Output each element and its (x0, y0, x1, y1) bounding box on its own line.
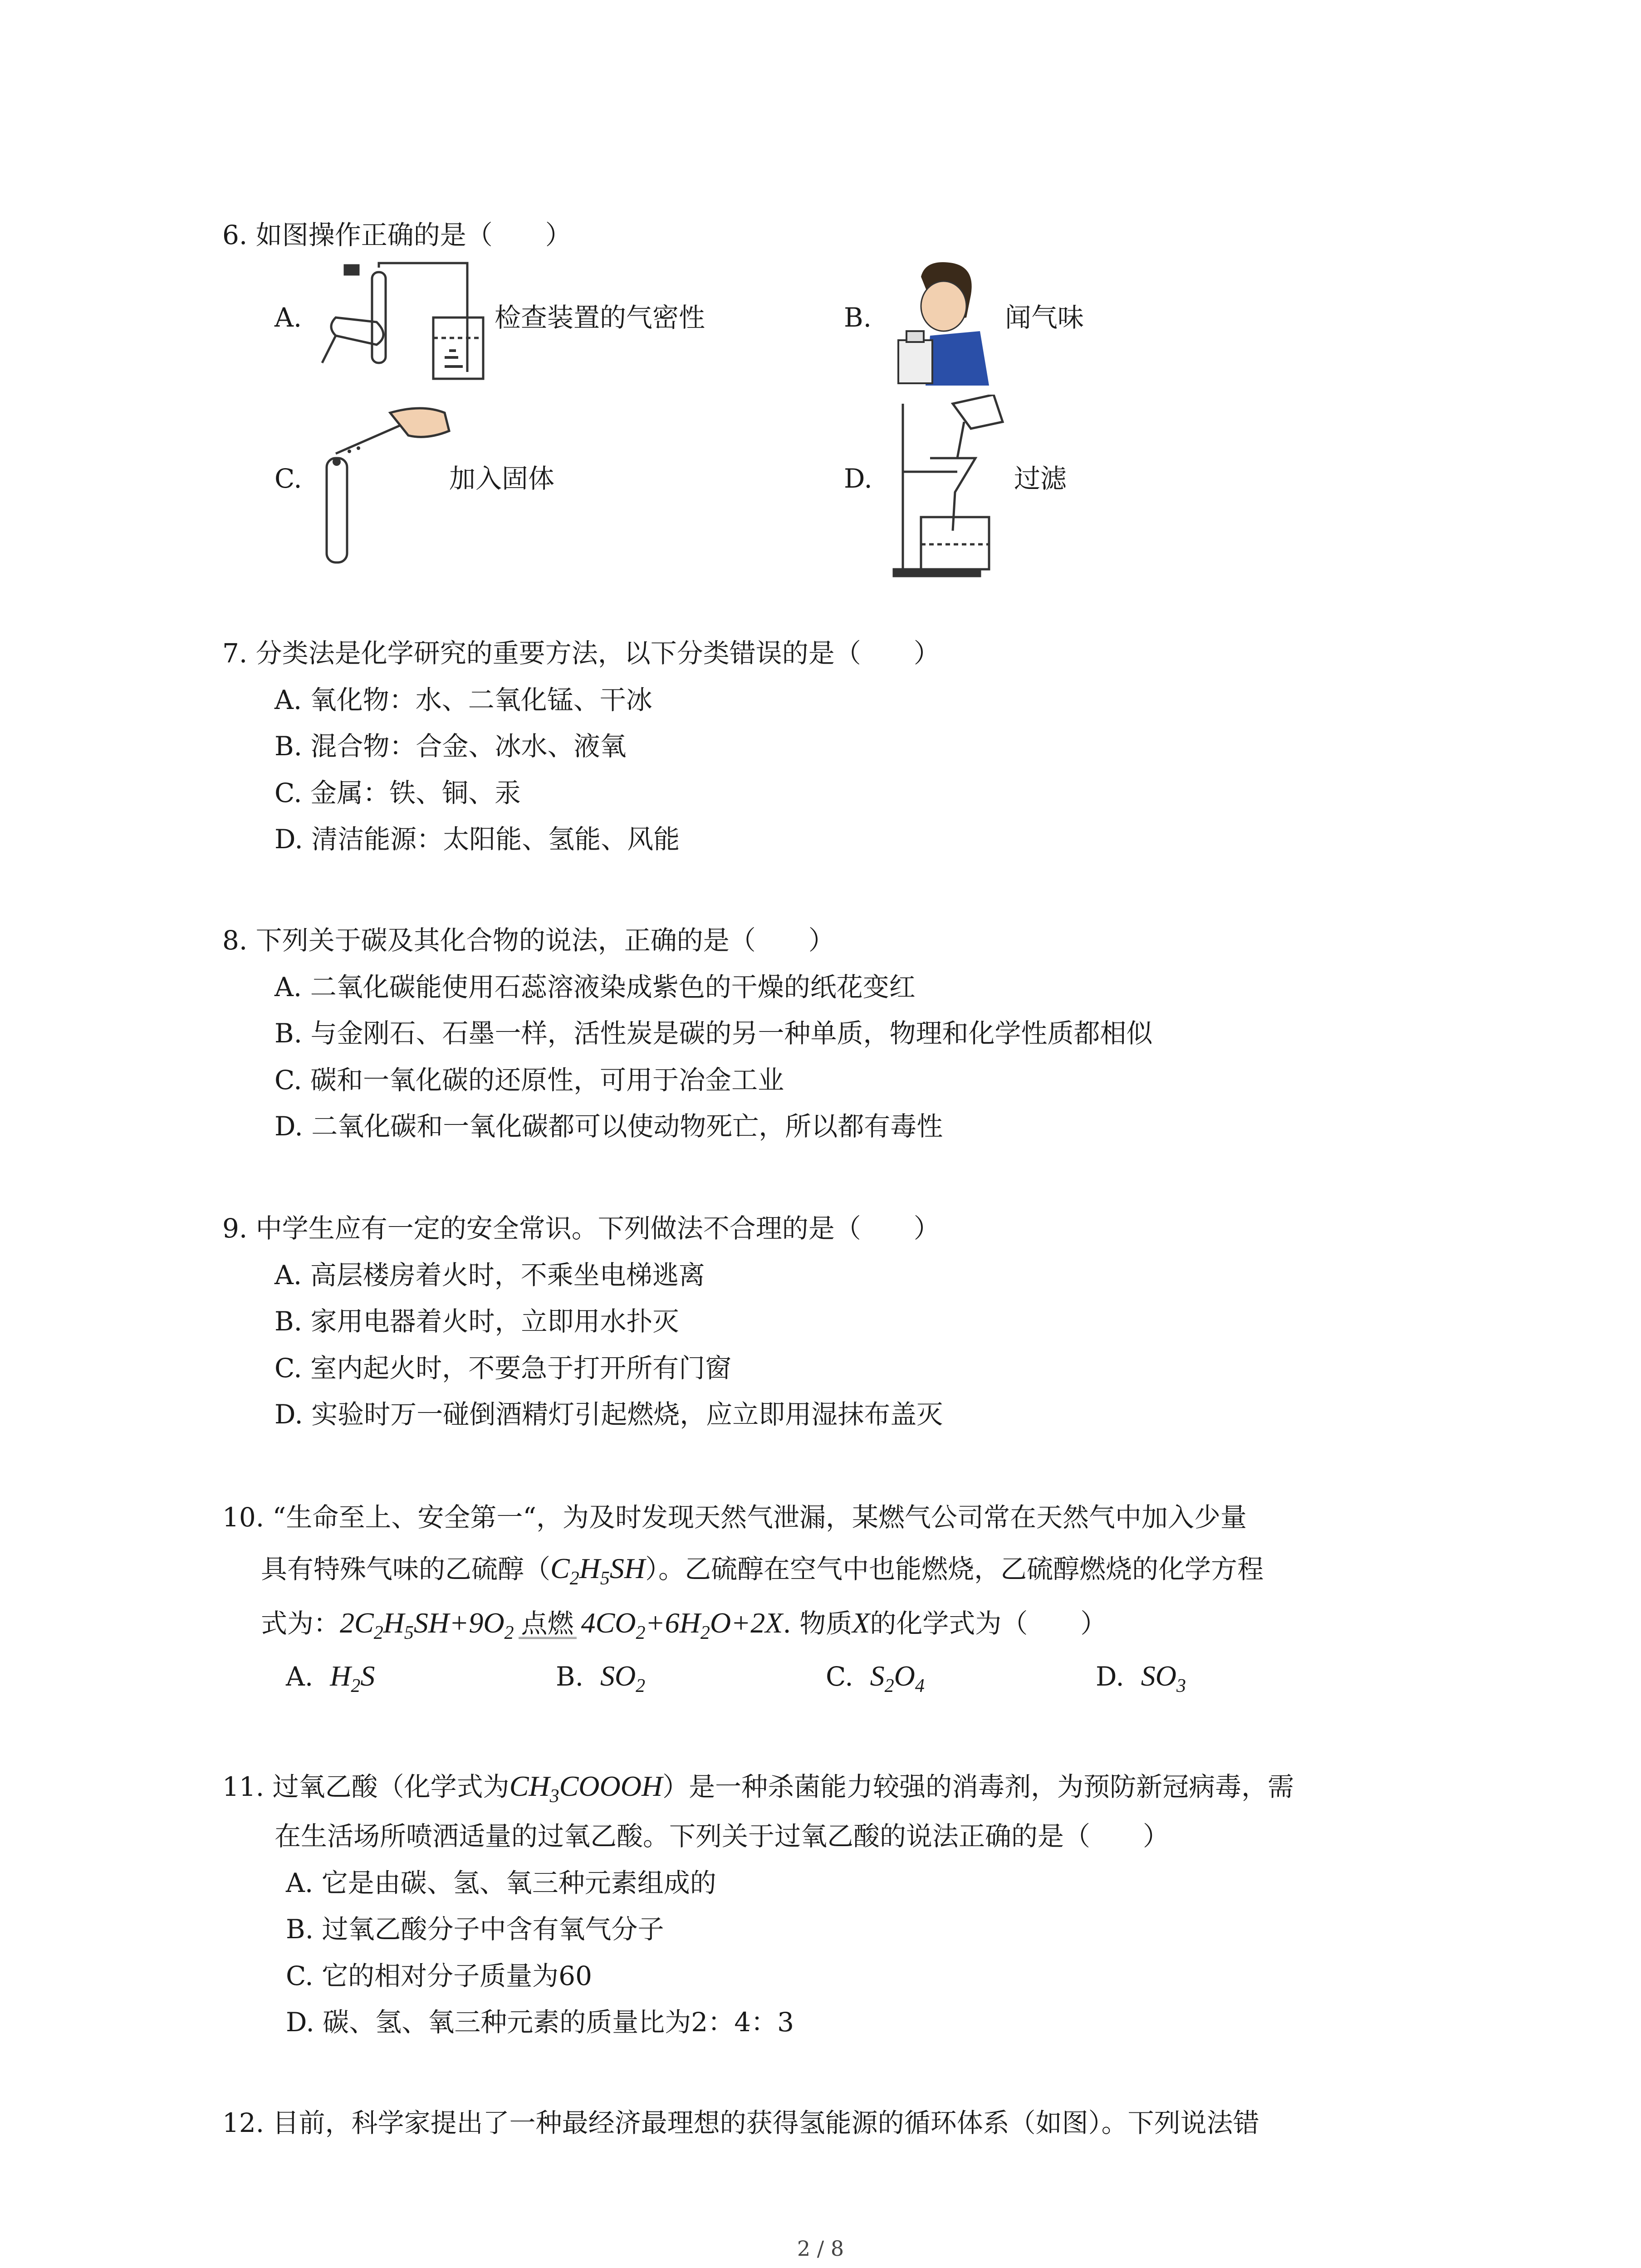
formula-so3: $SO_3$ (1141, 1660, 1186, 1696)
variable-x: X (852, 1607, 870, 1639)
q6-option-d-letter: D. (844, 463, 872, 494)
q7-option-d: D. 清洁能源：太阳能、氢能、风能 (274, 824, 680, 855)
q6-stem: 6. 如图操作正确的是（ ） (222, 220, 572, 250)
q11-option-d: D. 碳、氢、氧三种元素的质量比为2：4：3 (286, 2007, 794, 2038)
adding-solid-figure (318, 404, 454, 567)
q6-option-b-text: 闻气味 (1005, 302, 1084, 333)
q9-option-d: D. 实验时万一碰倒酒精灯引起燃烧，应立即用湿抹布盖灭 (274, 1399, 943, 1430)
q10-option-d (1096, 1658, 1186, 1695)
formula-h2s: $H_2S$ (330, 1660, 375, 1696)
q10-option-b (556, 1658, 645, 1695)
q10-line-2-end: ）。乙硫醇在空气中也能燃烧，乙硫醇燃烧的化学方程 (645, 1554, 1264, 1584)
q10-line-1: 10. “生命至上、安全第一“，为及时发现天然气泄漏，某燃气公司常在天然气中加入少量 (222, 1502, 1247, 1533)
q11-line-1-start: 11. 过氧乙酸（化学式为 (222, 1771, 509, 1802)
q10-line-2 (261, 1550, 1264, 1587)
q11-option-a: A. 它是由碳、氢、氧三种元素组成的 (286, 1867, 716, 1898)
formula-s2o4: $S_2O_4$ (870, 1660, 925, 1696)
q9-option-b: B. 家用电器着火时，立即用水扑灭 (274, 1306, 679, 1337)
q11-option-b: B. 过氧乙酸分子中含有氧气分子 (286, 1914, 664, 1945)
q8-option-b: B. 与金刚石、石墨一样，活性炭是碳的另一种单质，物理和化学性质都相似 (274, 1018, 1153, 1049)
q6-option-a-text: 检查装置的气密性 (495, 302, 705, 333)
q11-line-2: 在生活场所喷洒适量的过氧乙酸。下列关于过氧乙酸的说法正确的是（ ） (274, 1821, 1170, 1852)
filtration-figure (889, 395, 1016, 581)
equation-products: $4CO_2+6H_2O+2X$ (581, 1607, 783, 1643)
q10-line-3-mid: . 物质 (783, 1608, 852, 1639)
q11-option-c: C. 它的相对分子质量为60 (286, 1960, 592, 1991)
q10-line-3-start: 式为： (261, 1608, 340, 1639)
reaction-condition: 点燃 (519, 1610, 577, 1639)
q10-option-d-letter: D. (1096, 1661, 1124, 1692)
q6-option-d-text: 过滤 (1014, 463, 1067, 494)
q8-option-d: D. 二氧化碳和一氧化碳都可以使动物死亡，所以都有毒性 (274, 1111, 943, 1142)
q6-option-a-letter: A. (274, 302, 302, 333)
q12-stem: 12. 目前，科学家提出了一种最经济最理想的获得氢能源的循环体系（如图）。下列说法错 (222, 2107, 1259, 2138)
q10-option-c-letter: C. (826, 1661, 853, 1692)
q8-option-c: C. 碳和一氧化碳的还原性，可用于冶金工业 (274, 1065, 784, 1095)
q10-line-3 (261, 1605, 1107, 1642)
q7-option-c: C. 金属：铁、铜、汞 (274, 777, 521, 808)
formula-peracetic-acid: $CH_3COOOH$ (509, 1770, 663, 1807)
page-number: 2 / 8 (797, 2236, 844, 2261)
q10-option-c (826, 1658, 925, 1695)
q10-option-a (286, 1658, 375, 1695)
q9-option-a: A. 高层楼房着火时，不乘坐电梯逃离 (274, 1260, 705, 1290)
q9-stem: 9. 中学生应有一定的安全常识。下列做法不合理的是（ ） (222, 1213, 940, 1244)
smelling-gas-figure (889, 259, 998, 386)
airtightness-check-figure (318, 259, 499, 386)
q6-option-c-text: 加入固体 (449, 463, 555, 494)
q11-line-1 (222, 1768, 1294, 1805)
q7-option-b: B. 混合物：合金、冰水、液氧 (274, 731, 627, 762)
formula-ethanethiol: $C_2H_5SH$ (550, 1552, 646, 1589)
q10-option-b-letter: B. (556, 1661, 584, 1692)
formula-so2: $SO_2$ (600, 1660, 646, 1696)
q10-line-3-end: 的化学式为（ ） (870, 1608, 1107, 1639)
equation-reactants: $2C_2H_5SH+9O_2$ (340, 1607, 514, 1643)
q11-line-1-end: ）是一种杀菌能力较强的消毒剂，为预防新冠病毒，需 (662, 1771, 1294, 1802)
q8-stem: 8. 下列关于碳及其化合物的说法，正确的是（ ） (222, 925, 835, 956)
q6-option-c-letter: C. (274, 463, 302, 494)
q7-option-a: A. 氧化物：水、二氧化锰、干冰 (274, 684, 652, 715)
q6-option-b-letter: B. (844, 302, 872, 333)
q7-stem: 7. 分类法是化学研究的重要方法，以下分类错误的是（ ） (222, 638, 940, 669)
q10-option-a-letter: A. (286, 1661, 314, 1692)
q10-line-2-start: 具有特殊气味的乙硫醇（ (261, 1554, 551, 1584)
q9-option-c: C. 室内起火时，不要急于打开所有门窗 (274, 1353, 732, 1383)
q8-option-a: A. 二氧化碳能使用石蕊溶液染成紫色的干燥的纸花变红 (274, 972, 916, 1002)
